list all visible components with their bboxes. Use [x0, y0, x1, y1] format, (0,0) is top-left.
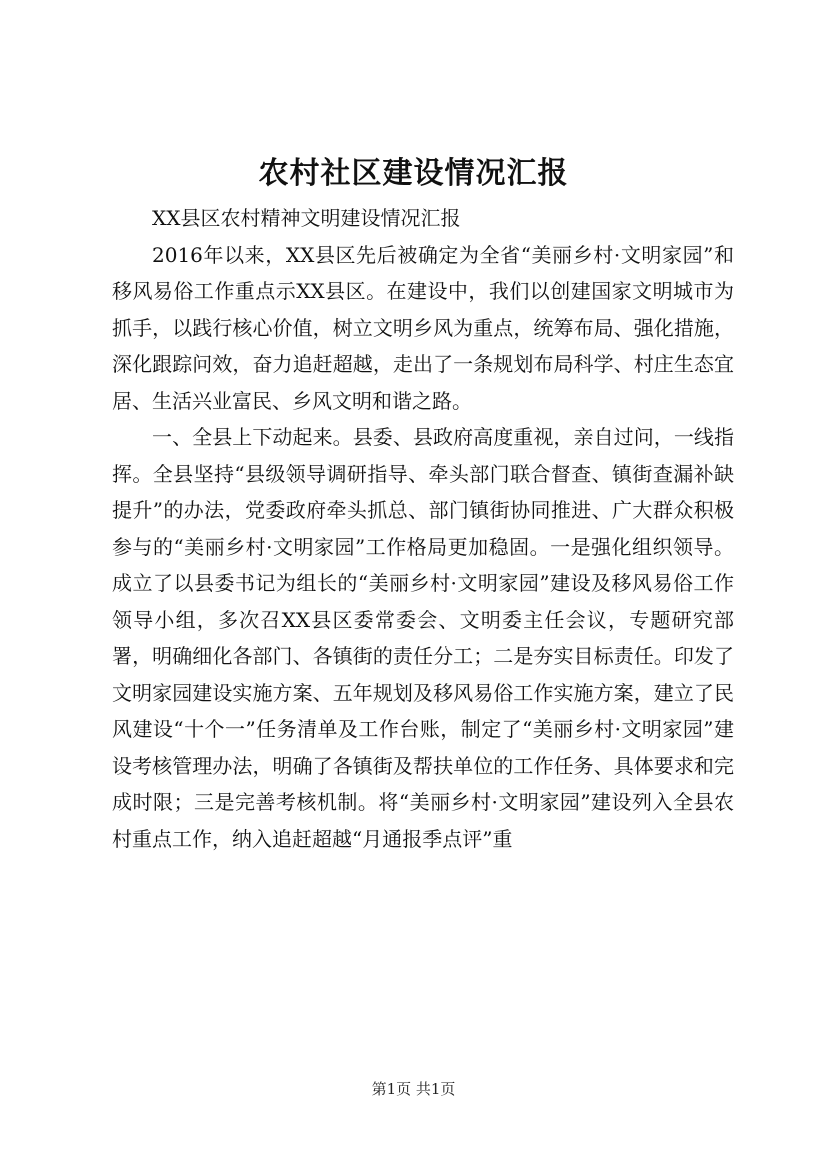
paragraph-section-one: 一、全县上下动起来。县委、县政府高度重视，亲自过问，一线指挥。全县坚持“县级领导调研指导、牵头部门联合督查、镇街查漏补缺提升”的办法，党委政府牵头抓总、部门镇街协同推进、广大群众积极参与的“美丽乡村·文明家园”工作格局更加稳固。一是强化组织领导。成立了以县委书记为组长的“美丽乡村·文明家园”建设及移风易俗工作领导小组，多次召XX县区委常委会、文明委主任会议，专题研究部署，明确细化各部门、各镇街的责任分工；二是夯实目标责任。印发了文明家园建设实施方案、五年规划及移风易俗工作实施方案，建立了民风建设“十个一”任务清单及工作台账，制定了“美丽乡村·文明家园”建设考核管理办法，明确了各镇街及帮扶单位的工作任务、具体要求和完成时限；三是完善考核机制。将“美丽乡村·文明家园”建设列入全县农村重点工作，纳入追赶超越“月通报季点评”重	[112, 425, 734, 851]
document-title: 农村社区建设情况汇报	[258, 156, 569, 191]
paragraph-intro: 2016年以来，XX县区先后被确定为全省“美丽乡村·文明家园”和移风易俗工作重点示XX县区。在建设中，我们以创建国家文明城市为抓手，以践行核心价值，树立文明乡风为重点，统筹布局、强化措施，深化跟踪问效，奋力追赶超越，走出了一条规划布局科学、村庄生态宜居、生活兴业富民、乡风文明和谐之路。	[112, 242, 734, 413]
document-subtitle: XX县区农村精神文明建设情况汇报	[152, 206, 461, 230]
document-body	[112, 200, 734, 857]
page-footer: 第1页 共1页	[371, 1080, 456, 1098]
